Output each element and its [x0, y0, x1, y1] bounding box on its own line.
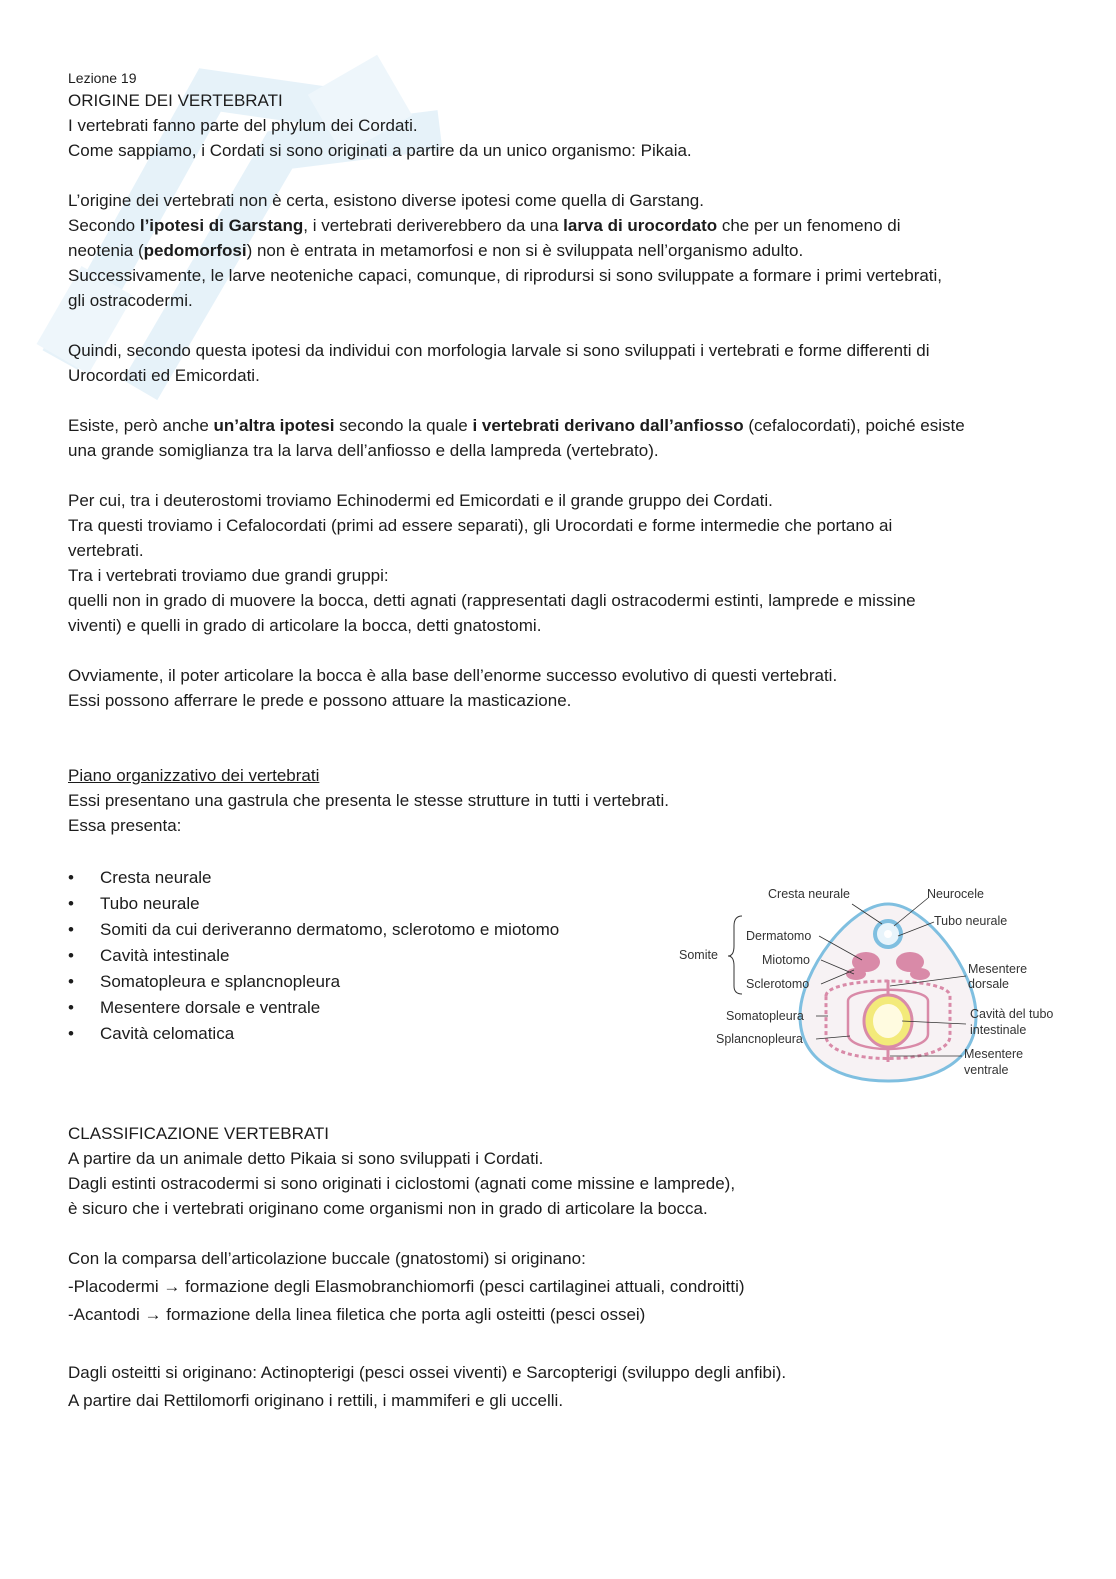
paragraph: I vertebrati fanno parte del phylum dei Cordati. — [68, 116, 418, 135]
label-splancnopleura: Splancnopleura — [716, 1032, 803, 1046]
paragraph: viventi) e quelli in grado di articolare la bocca, detti gnatostomi. — [68, 616, 542, 635]
paragraph-acantodi: -Acantodi → formazione della linea filetica che porta agli osteitti (pesci ossei) — [68, 1305, 646, 1324]
section-title-origin: ORIGINE DEI VERTEBRATI — [68, 91, 283, 110]
paragraph: Essa presenta: — [68, 816, 182, 835]
paragraph: L’origine dei vertebrati non è certa, esistono diverse ipotesi come quella di Garstang. — [68, 191, 704, 210]
paragraph: Urocordati ed Emicordati. — [68, 366, 260, 385]
label-sclerotomo: Sclerotomo — [746, 977, 810, 991]
paragraph: Con la comparsa dell’articolazione buccale (gnatostomi) si originano: — [68, 1249, 586, 1268]
label-tubo-neurale: Tubo neurale — [934, 914, 1008, 928]
label-mesentere-ventrale-2: ventrale — [964, 1063, 1009, 1077]
paragraph: Ovviamente, il poter articolare la bocca è alla base dell’enorme successo evolutivo di questi vertebrati. — [68, 666, 838, 685]
label-somite: Somite — [679, 948, 718, 962]
paragraph: Successivamente, le larve neoteniche capaci, comunque, di riprodursi si sono sviluppate a formare i primi vertebrati, — [68, 266, 943, 285]
label-mesentere-dorsale-2: dorsale — [968, 977, 1009, 991]
lesson-label: Lezione 19 — [68, 70, 137, 86]
label-cavita-tubo-2: intestinale — [970, 1023, 1027, 1037]
paragraph: Come sappiamo, i Cordati si sono originati a partire da un unico organismo: Pikaia. — [68, 141, 692, 160]
paragraph: è sicuro che i vertebrati originano come organismi non in grado di articolare la bocca. — [68, 1199, 708, 1218]
label-mesentere-dorsale-1: Mesentere — [968, 962, 1028, 976]
paragraph: Dagli estinti ostracodermi si sono originati i ciclostomi (agnati come missine e lamprede), — [68, 1174, 736, 1193]
embryo-cross-section-diagram — [676, 876, 1076, 1088]
section-title-classification: CLASSIFICAZIONE VERTEBRATI — [68, 1124, 330, 1143]
section-heading-plan: Piano organizzativo dei vertebrati — [68, 766, 320, 785]
paragraph: Quindi, secondo questa ipotesi da individui con morfologia larvale si sono sviluppati i vertebrati e forme differenti di — [68, 341, 930, 360]
paragraph: Tra i vertebrati troviamo due grandi gruppi: — [68, 566, 389, 585]
paragraph: quelli non in grado di muovere la bocca, detti agnati (rappresentati dagli ostracodermi estinti, lamprede e missine — [68, 591, 916, 610]
label-somatopleura: Somatopleura — [726, 1009, 804, 1023]
paragraph: vertebrati. — [68, 541, 144, 560]
paragraph: gli ostracodermi. — [68, 291, 193, 310]
label-neurocele: Neurocele — [927, 887, 984, 901]
label-cresta-neurale: Cresta neurale — [768, 887, 850, 901]
paragraph: Per cui, tra i deuterostomi troviamo Echinodermi ed Emicordati e il grande gruppo dei Cordati. — [68, 491, 773, 510]
paragraph: Dagli osteitti si originano: Actinopterigi (pesci ossei viventi) e Sarcopterigi (sviluppo degli anfibi). — [68, 1363, 787, 1382]
label-cavita-tubo-1: Cavità del tubo — [970, 1007, 1054, 1021]
label-miotomo: Miotomo — [762, 953, 810, 967]
paragraph: Essi presentano una gastrula che presenta le stesse strutture in tutti i vertebrati. — [68, 791, 669, 810]
label-dermatomo: Dermatomo — [746, 929, 812, 943]
paragraph: Essi possono afferrare le prede e possono attuare la masticazione. — [68, 691, 572, 710]
paragraph-neotenia: neotenia (pedomorfosi) non è entrata in metamorfosi e non si è sviluppata nell’organismo adulto. — [68, 241, 804, 260]
paragraph: Tra questi troviamo i Cefalocordati (primi ad essere separati), gli Urocordati e forme intermedie che portano ai — [68, 516, 893, 535]
paragraph-garstang: Secondo l’ipotesi di Garstang, i vertebrati deriverebbero da una larva di urocordato che per un fenomeno di — [68, 216, 901, 235]
paragraph: A partire da un animale detto Pikaia si sono sviluppati i Cordati. — [68, 1149, 544, 1168]
paragraph: una grande somiglianza tra la larva dell’anfiosso e della lampreda (vertebrato). — [68, 441, 659, 460]
paragraph-alt-hypothesis: Esiste, però anche un’altra ipotesi secondo la quale i vertebrati derivano dall’anfiosso (cefalocordati), poiché esiste — [68, 416, 965, 435]
paragraph-placodermi: -Placodermi → formazione degli Elasmobranchiomorfi (pesci cartilaginei attuali, condroitti) — [68, 1277, 745, 1296]
paragraph: A partire dai Rettilomorfi originano i rettili, i mammiferi e gli uccelli. — [68, 1391, 564, 1410]
label-mesentere-ventrale-1: Mesentere — [964, 1047, 1024, 1061]
